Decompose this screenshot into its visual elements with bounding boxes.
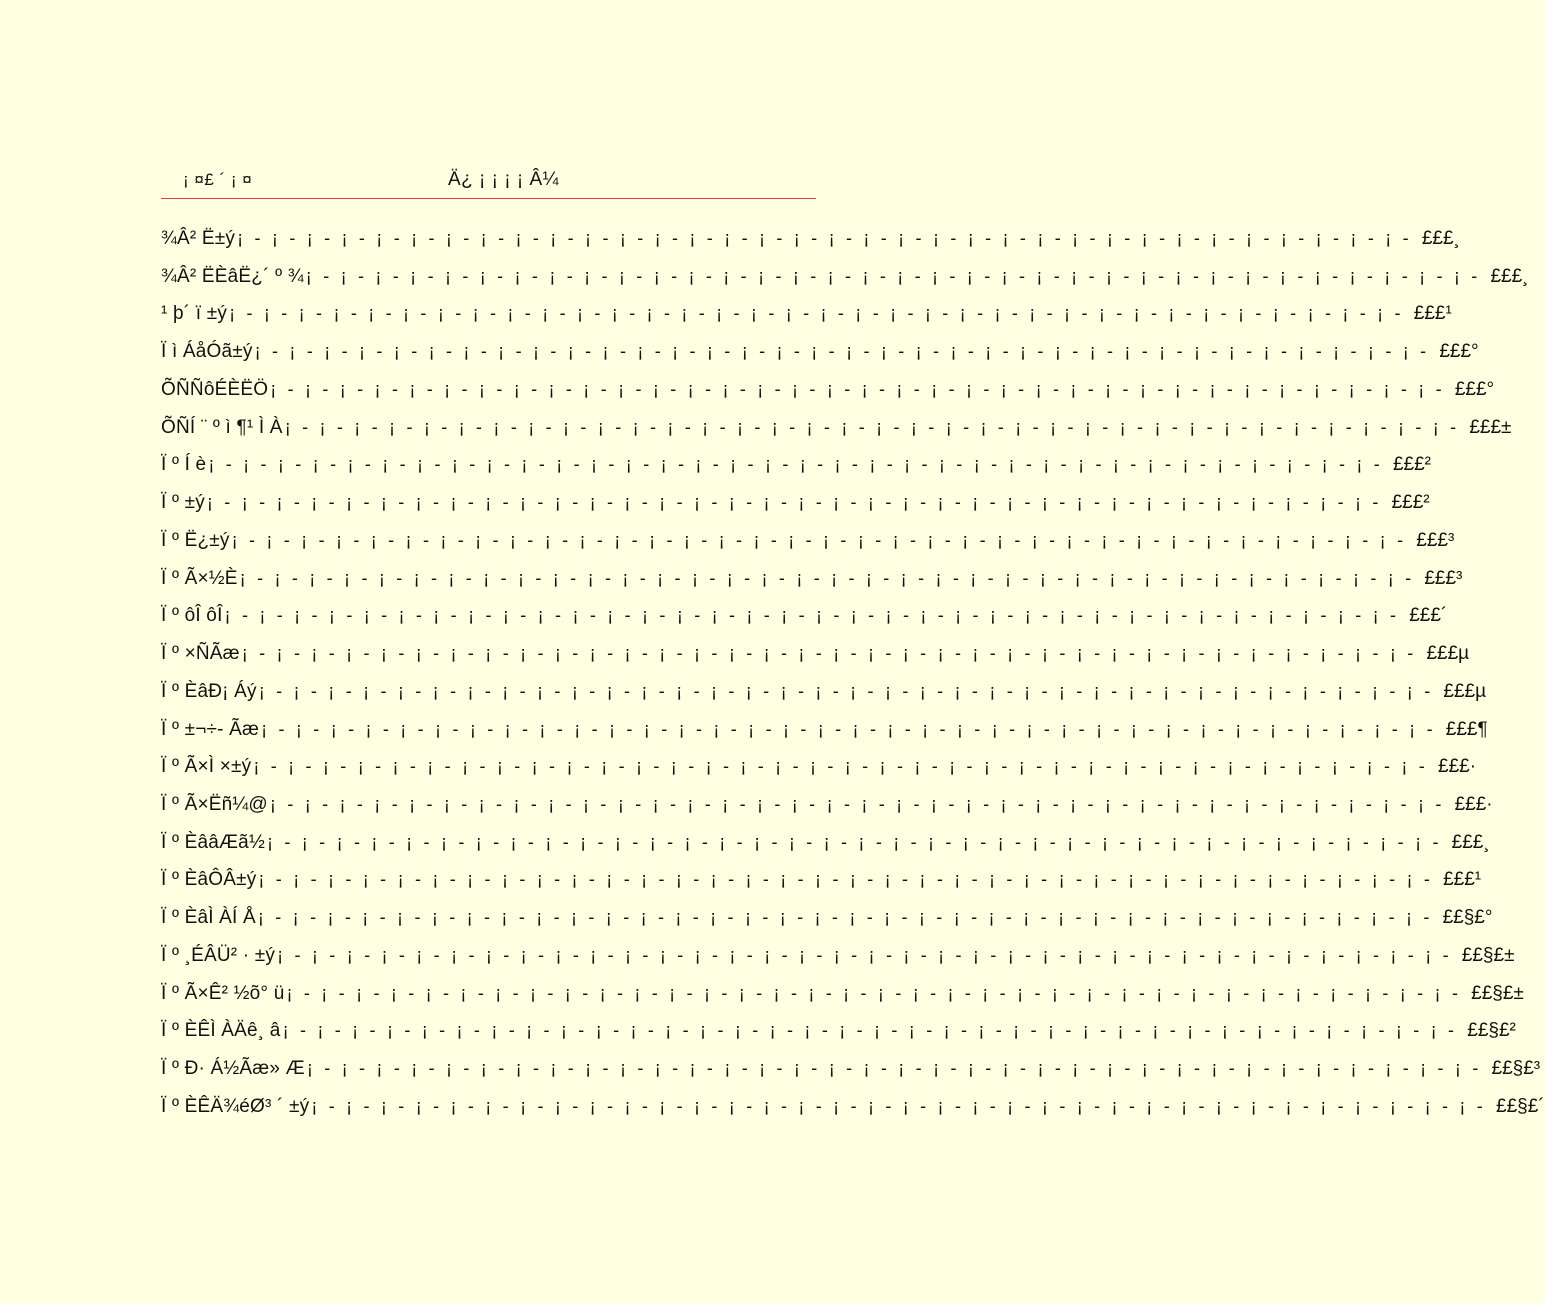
- toc-leader: ¡ - ¡ - ¡ - ¡ - ¡ - ¡ - ¡ - ¡ - ¡ - ¡ - ¡ - ¡ - ¡ - ¡ - ¡ - ¡ - ¡ - ¡ - ¡ - ¡ - ¡ - ¡ - ¡ - ¡ - ¡ - ¡ - ¡ - ¡ - ¡ - ¡ - ¡ - ¡ - ¡ - ¡ -: [206, 492, 1382, 513]
- toc-entry-title: Ï º ÈâÔÂ±ý: [161, 869, 257, 891]
- toc-entry-title: Ï º ±ý: [161, 492, 205, 514]
- toc-entry-title: Ï º Ã×Ì ×±ý: [161, 756, 252, 778]
- header-left-text: ¡ ¤£ ´ ¡ ¤: [183, 170, 253, 189]
- toc-entry-title: Ï º Í è: [161, 454, 207, 476]
- toc-leader: ¡ - ¡ - ¡ - ¡ - ¡ - ¡ - ¡ - ¡ - ¡ - ¡ - ¡ - ¡ - ¡ - ¡ - ¡ - ¡ - ¡ - ¡ - ¡ - ¡ - ¡ - ¡ - ¡ - ¡ - ¡ - ¡ - ¡ - ¡ - ¡ - ¡ - ¡ - ¡ - ¡ - ¡ -: [261, 718, 1436, 739]
- toc-entry-page: £££±: [1469, 416, 1512, 438]
- toc-entry-title: ÕÑÑôÉÈËÖ: [161, 378, 269, 400]
- toc-entry-title: Ï º ¸ÉÂÜ² · ±ý: [161, 944, 276, 966]
- toc-entry[interactable]: [161, 940, 1515, 978]
- toc-entry[interactable]: [161, 864, 1482, 902]
- toc-entry-page: £££°: [1439, 341, 1479, 363]
- toc-entry[interactable]: [161, 1015, 1516, 1053]
- toc-entry-page: £££µ: [1443, 680, 1487, 702]
- toc-entry[interactable]: [161, 638, 1470, 676]
- toc-entry-page: £££¸: [1421, 228, 1460, 249]
- header-title: Ä¿ ¡ ¡ ¡ ¡ Â¼: [448, 169, 559, 190]
- toc-entry-page: ££§£³: [1491, 1058, 1541, 1080]
- toc-entry[interactable]: [161, 827, 1490, 865]
- toc-entry-title: Ï º ÈÊÄ¾éØ³ ´ ±ý: [161, 1095, 310, 1117]
- toc-entry-page: £££³: [1416, 529, 1455, 551]
- toc-leader: ¡ - ¡ - ¡ - ¡ - ¡ - ¡ - ¡ - ¡ - ¡ - ¡ - ¡ - ¡ - ¡ - ¡ - ¡ - ¡ - ¡ - ¡ - ¡ - ¡ - ¡ - ¡ - ¡ - ¡ - ¡ - ¡ - ¡ - ¡ - ¡ - ¡ - ¡ - ¡ - ¡ - ¡ -: [229, 303, 1404, 324]
- toc-leader: ¡ - ¡ - ¡ - ¡ - ¡ - ¡ - ¡ - ¡ - ¡ - ¡ - ¡ - ¡ - ¡ - ¡ - ¡ - ¡ - ¡ - ¡ - ¡ - ¡ - ¡ - ¡ - ¡ - ¡ - ¡ - ¡ - ¡ - ¡ - ¡ - ¡ - ¡ - ¡ - ¡ - ¡ -: [277, 944, 1452, 965]
- toc-leader: ¡ - ¡ - ¡ - ¡ - ¡ - ¡ - ¡ - ¡ - ¡ - ¡ - ¡ - ¡ - ¡ - ¡ - ¡ - ¡ - ¡ - ¡ - ¡ - ¡ - ¡ - ¡ - ¡ - ¡ - ¡ - ¡ - ¡ - ¡ - ¡ - ¡ - ¡ - ¡ - ¡ - ¡ -: [286, 982, 1462, 1003]
- toc-leader: ¡ - ¡ - ¡ - ¡ - ¡ - ¡ - ¡ - ¡ - ¡ - ¡ - ¡ - ¡ - ¡ - ¡ - ¡ - ¡ - ¡ - ¡ - ¡ - ¡ - ¡ - ¡ - ¡ - ¡ - ¡ - ¡ - ¡ - ¡ - ¡ - ¡ - ¡ - ¡ - ¡ - ¡ -: [237, 228, 1412, 248]
- header-rule: [161, 198, 816, 199]
- toc-entry[interactable]: [161, 449, 1432, 487]
- toc-leader: ¡ - ¡ - ¡ - ¡ - ¡ - ¡ - ¡ - ¡ - ¡ - ¡ - ¡ - ¡ - ¡ - ¡ - ¡ - ¡ - ¡ - ¡ - ¡ - ¡ - ¡ - ¡ - ¡ - ¡ - ¡ - ¡ - ¡ - ¡ - ¡ - ¡ - ¡ - ¡ - ¡ - ¡ -: [305, 265, 1481, 286]
- toc-entry[interactable]: [161, 261, 1529, 299]
- toc-entry[interactable]: [161, 676, 1487, 714]
- toc-leader: ¡ - ¡ - ¡ - ¡ - ¡ - ¡ - ¡ - ¡ - ¡ - ¡ - ¡ - ¡ - ¡ - ¡ - ¡ - ¡ - ¡ - ¡ - ¡ - ¡ - ¡ - ¡ - ¡ - ¡ - ¡ - ¡ - ¡ - ¡ - ¡ - ¡ - ¡ - ¡ - ¡ - ¡ -: [267, 831, 1442, 852]
- toc-leader: ¡ - ¡ - ¡ - ¡ - ¡ - ¡ - ¡ - ¡ - ¡ - ¡ - ¡ - ¡ - ¡ - ¡ - ¡ - ¡ - ¡ - ¡ - ¡ - ¡ - ¡ - ¡ - ¡ - ¡ - ¡ - ¡ - ¡ - ¡ - ¡ - ¡ - ¡ - ¡ - ¡ - ¡ -: [311, 1095, 1486, 1116]
- toc-entry[interactable]: [161, 563, 1463, 601]
- toc-entry[interactable]: [161, 902, 1493, 940]
- toc-leader: ¡ - ¡ - ¡ - ¡ - ¡ - ¡ - ¡ - ¡ - ¡ - ¡ - ¡ - ¡ - ¡ - ¡ - ¡ - ¡ - ¡ - ¡ - ¡ - ¡ - ¡ - ¡ - ¡ - ¡ - ¡ - ¡ - ¡ - ¡ - ¡ - ¡ - ¡ - ¡ - ¡ - ¡ -: [306, 1058, 1482, 1079]
- toc-leader: ¡ - ¡ - ¡ - ¡ - ¡ - ¡ - ¡ - ¡ - ¡ - ¡ - ¡ - ¡ - ¡ - ¡ - ¡ - ¡ - ¡ - ¡ - ¡ - ¡ - ¡ - ¡ - ¡ - ¡ - ¡ - ¡ - ¡ - ¡ - ¡ - ¡ - ¡ - ¡ - ¡ - ¡ -: [284, 416, 1460, 437]
- toc-entry-page: £££¸: [1451, 831, 1490, 853]
- toc-entry-page: ££§£²: [1467, 1020, 1516, 1042]
- toc-entry-page: £££¹: [1443, 869, 1482, 891]
- toc-entry-page: £££²: [1391, 492, 1430, 514]
- toc-leader: ¡ - ¡ - ¡ - ¡ - ¡ - ¡ - ¡ - ¡ - ¡ - ¡ - ¡ - ¡ - ¡ - ¡ - ¡ - ¡ - ¡ - ¡ - ¡ - ¡ - ¡ - ¡ - ¡ - ¡ - ¡ - ¡ - ¡ - ¡ - ¡ - ¡ - ¡ - ¡ - ¡ - ¡ -: [257, 907, 1433, 928]
- toc-entry[interactable]: [161, 487, 1430, 525]
- toc-entry-title: ¹ þ´ ï ±ý: [161, 303, 228, 325]
- toc-entry-title: Ï º Ã×Ëñ¼@: [161, 794, 268, 816]
- toc-leader: ¡ - ¡ - ¡ - ¡ - ¡ - ¡ - ¡ - ¡ - ¡ - ¡ - ¡ - ¡ - ¡ - ¡ - ¡ - ¡ - ¡ - ¡ - ¡ - ¡ - ¡ - ¡ - ¡ - ¡ - ¡ - ¡ - ¡ - ¡ - ¡ - ¡ - ¡ - ¡ - ¡ - ¡ -: [254, 341, 1430, 362]
- toc-leader: ¡ - ¡ - ¡ - ¡ - ¡ - ¡ - ¡ - ¡ - ¡ - ¡ - ¡ - ¡ - ¡ - ¡ - ¡ - ¡ - ¡ - ¡ - ¡ - ¡ - ¡ - ¡ - ¡ - ¡ - ¡ - ¡ - ¡ - ¡ - ¡ - ¡ - ¡ - ¡ - ¡ - ¡ -: [258, 680, 1434, 701]
- toc-entry[interactable]: [161, 525, 1455, 563]
- toc-entry-title: Ï º ÈâÐ¡ Áý: [161, 680, 257, 702]
- table-of-contents: [161, 223, 1545, 1129]
- toc-entry-title: Ï º ±¬÷- Ãæ: [161, 718, 260, 740]
- toc-entry[interactable]: [161, 298, 1452, 336]
- toc-entry[interactable]: [161, 789, 1493, 827]
- toc-entry-title: Ï º ôÎ ôÎ: [161, 605, 223, 627]
- toc-entry[interactable]: [161, 714, 1488, 752]
- toc-entry[interactable]: [161, 1091, 1545, 1129]
- toc-entry[interactable]: [161, 336, 1479, 374]
- toc-entry-title: Ï º ×ÑÃæ: [161, 643, 240, 665]
- toc-entry[interactable]: [161, 1053, 1541, 1091]
- toc-entry-title: Ï º Ë¿±ý: [161, 529, 230, 551]
- toc-entry-page: £££³: [1424, 567, 1463, 589]
- toc-entry-page: £££¶: [1445, 718, 1488, 740]
- toc-entry[interactable]: [161, 374, 1495, 412]
- toc-entry-title: Ï º ÈââÆã½: [161, 831, 265, 853]
- toc-entry-page: £££·: [1454, 794, 1493, 816]
- toc-entry-title: Ï º Ã×Ê² ½õ° ü: [161, 982, 285, 1004]
- toc-entry-page: £££·: [1438, 756, 1477, 778]
- toc-entry-page: ££§£°: [1442, 907, 1493, 929]
- toc-entry-title: Ï º Ã×½È: [161, 567, 238, 589]
- toc-entry[interactable]: [161, 600, 1448, 638]
- toc-entry-title: Ï º ÈâÌ ÀÍ Å: [161, 907, 256, 929]
- toc-entry-page: £££²: [1392, 454, 1432, 476]
- toc-leader: ¡ - ¡ - ¡ - ¡ - ¡ - ¡ - ¡ - ¡ - ¡ - ¡ - ¡ - ¡ - ¡ - ¡ - ¡ - ¡ - ¡ - ¡ - ¡ - ¡ - ¡ - ¡ - ¡ - ¡ - ¡ - ¡ - ¡ - ¡ - ¡ - ¡ - ¡ - ¡ - ¡ - ¡ -: [270, 378, 1445, 399]
- toc-entry-page: £££¹: [1413, 303, 1452, 325]
- toc-entry-page: ££§£±: [1461, 944, 1515, 966]
- toc-entry-title: ÕÑÍ ¨ º ì ¶¹ Ì À: [161, 416, 283, 438]
- toc-leader: ¡ - ¡ - ¡ - ¡ - ¡ - ¡ - ¡ - ¡ - ¡ - ¡ - ¡ - ¡ - ¡ - ¡ - ¡ - ¡ - ¡ - ¡ - ¡ - ¡ - ¡ - ¡ - ¡ - ¡ - ¡ - ¡ - ¡ - ¡ - ¡ - ¡ - ¡ - ¡ - ¡ - ¡ -: [269, 794, 1445, 815]
- toc-leader: ¡ - ¡ - ¡ - ¡ - ¡ - ¡ - ¡ - ¡ - ¡ - ¡ - ¡ - ¡ - ¡ - ¡ - ¡ - ¡ - ¡ - ¡ - ¡ - ¡ - ¡ - ¡ - ¡ - ¡ - ¡ - ¡ - ¡ - ¡ - ¡ - ¡ - ¡ - ¡ - ¡ - ¡ -: [282, 1020, 1458, 1041]
- toc-entry-page: £££°: [1454, 378, 1495, 400]
- toc-leader: ¡ - ¡ - ¡ - ¡ - ¡ - ¡ - ¡ - ¡ - ¡ - ¡ - ¡ - ¡ - ¡ - ¡ - ¡ - ¡ - ¡ - ¡ - ¡ - ¡ - ¡ - ¡ - ¡ - ¡ - ¡ - ¡ - ¡ - ¡ - ¡ - ¡ - ¡ - ¡ - ¡ - ¡ -: [231, 529, 1407, 550]
- toc-entry-page: ££§£´: [1496, 1095, 1545, 1117]
- toc-entry-title: Ï ì ÁåÓã±ý: [161, 341, 253, 363]
- toc-entry[interactable]: [161, 223, 1460, 261]
- toc-entry-page: ££§£±: [1471, 982, 1524, 1004]
- toc-entry[interactable]: [161, 412, 1512, 450]
- toc-entry-page: £££¸: [1490, 265, 1529, 287]
- toc-entry-page: £££´: [1409, 605, 1448, 627]
- toc-entry-title: Ï º Ð· Á½Ãæ» Æ: [161, 1058, 305, 1080]
- toc-entry[interactable]: [161, 751, 1477, 789]
- toc-leader: ¡ - ¡ - ¡ - ¡ - ¡ - ¡ - ¡ - ¡ - ¡ - ¡ - ¡ - ¡ - ¡ - ¡ - ¡ - ¡ - ¡ - ¡ - ¡ - ¡ - ¡ - ¡ - ¡ - ¡ - ¡ - ¡ - ¡ - ¡ - ¡ - ¡ - ¡ - ¡ - ¡ - ¡ -: [253, 756, 1428, 777]
- toc-entry-title: ¾Â² ËÈâË¿´ º ¾: [161, 265, 304, 287]
- toc-entry-title: ¾Â² Ë±ý: [161, 228, 236, 249]
- toc-leader: ¡ - ¡ - ¡ - ¡ - ¡ - ¡ - ¡ - ¡ - ¡ - ¡ - ¡ - ¡ - ¡ - ¡ - ¡ - ¡ - ¡ - ¡ - ¡ - ¡ - ¡ - ¡ - ¡ - ¡ - ¡ - ¡ - ¡ - ¡ - ¡ - ¡ - ¡ - ¡ - ¡ - ¡ -: [241, 643, 1417, 664]
- toc-leader: ¡ - ¡ - ¡ - ¡ - ¡ - ¡ - ¡ - ¡ - ¡ - ¡ - ¡ - ¡ - ¡ - ¡ - ¡ - ¡ - ¡ - ¡ - ¡ - ¡ - ¡ - ¡ - ¡ - ¡ - ¡ - ¡ - ¡ - ¡ - ¡ - ¡ - ¡ - ¡ - ¡ - ¡ -: [224, 605, 1400, 626]
- running-header: [161, 166, 816, 196]
- toc-entry-page: £££µ: [1426, 643, 1470, 665]
- toc-leader: ¡ - ¡ - ¡ - ¡ - ¡ - ¡ - ¡ - ¡ - ¡ - ¡ - ¡ - ¡ - ¡ - ¡ - ¡ - ¡ - ¡ - ¡ - ¡ - ¡ - ¡ - ¡ - ¡ - ¡ - ¡ - ¡ - ¡ - ¡ - ¡ - ¡ - ¡ - ¡ - ¡ - ¡ -: [208, 454, 1383, 475]
- toc-entry[interactable]: [161, 978, 1524, 1016]
- toc-leader: ¡ - ¡ - ¡ - ¡ - ¡ - ¡ - ¡ - ¡ - ¡ - ¡ - ¡ - ¡ - ¡ - ¡ - ¡ - ¡ - ¡ - ¡ - ¡ - ¡ - ¡ - ¡ - ¡ - ¡ - ¡ - ¡ - ¡ - ¡ - ¡ - ¡ - ¡ - ¡ - ¡ - ¡ -: [258, 869, 1434, 890]
- toc-entry-title: Ï º ÈÊÌ ÀÄê¸ â: [161, 1020, 281, 1042]
- toc-leader: ¡ - ¡ - ¡ - ¡ - ¡ - ¡ - ¡ - ¡ - ¡ - ¡ - ¡ - ¡ - ¡ - ¡ - ¡ - ¡ - ¡ - ¡ - ¡ - ¡ - ¡ - ¡ - ¡ - ¡ - ¡ - ¡ - ¡ - ¡ - ¡ - ¡ - ¡ - ¡ - ¡ - ¡ -: [239, 567, 1415, 588]
